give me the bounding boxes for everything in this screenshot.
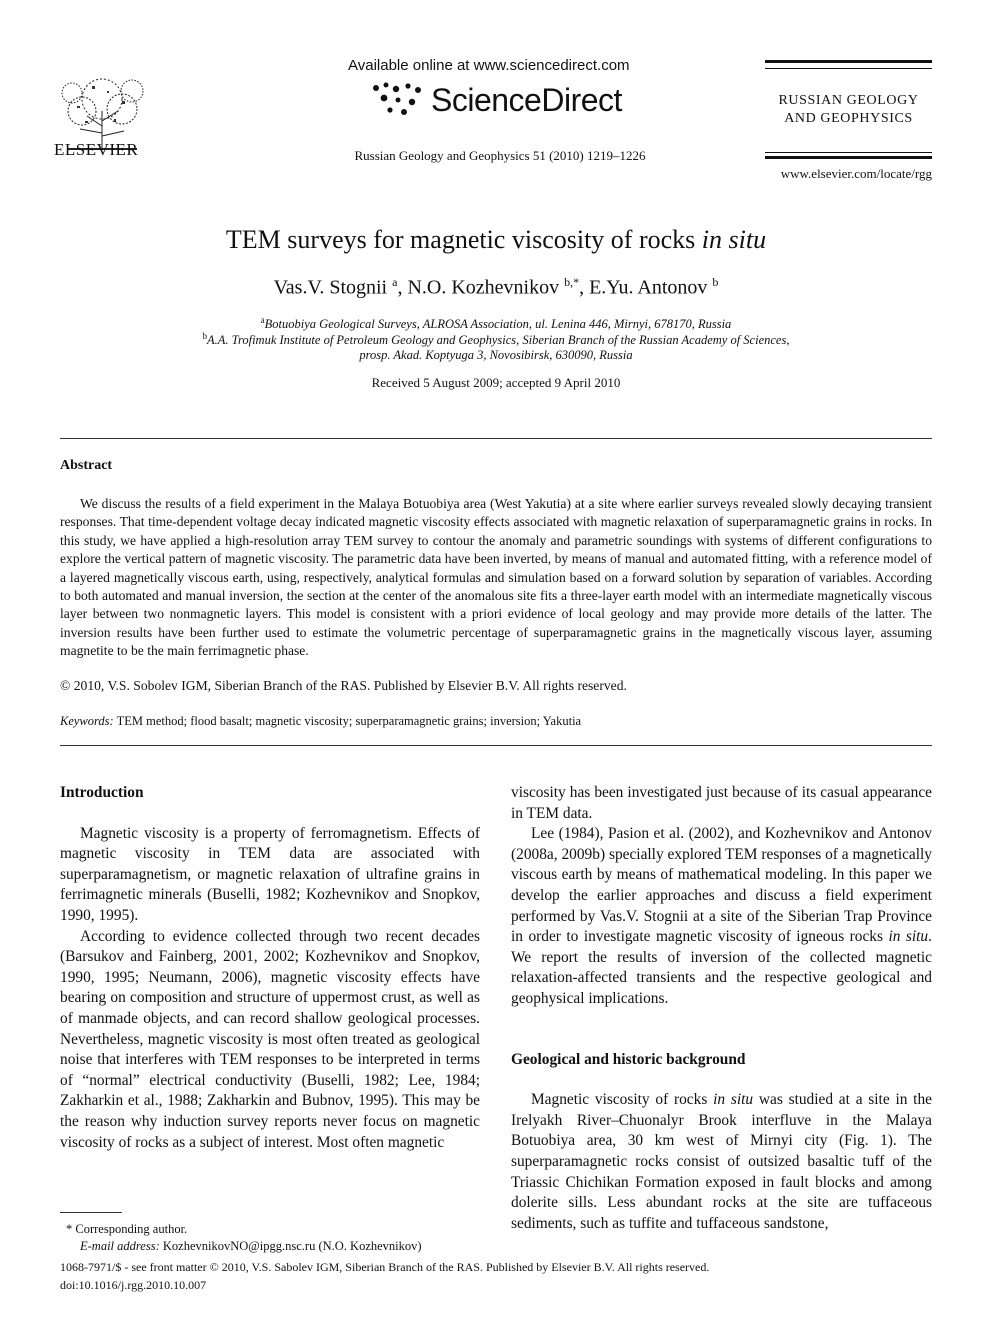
abstract-heading: Abstract [60,458,113,473]
keywords-label: Keywords: [60,714,114,728]
author-kozhevnikov[interactable]: , N.O. Kozhevnikov [397,276,565,299]
right-paragraph-1 [511,824,932,1009]
affiliation-b-text-line1: A.A. Trofimuk Institute of Petroleum Geology and Geophysics, Siberian Branch of the Russian Academy of Sciences, [207,333,790,348]
abstract-body: We discuss the results of a field experiment in the Malaya Botuobiya area (West Yakutia) at a site where earlier surveys revealed slowly decaying transient responses. That time-dependent voltage decay indicated magnetic viscosity effects associated with magnetic relaxation of superparamagnetic grains in rocks. In this study, we have applied a high-resolution array TEM survey to contour the anomaly and parametric soundings with systems of different configurations to explore the vertical pattern of magnetic viscosity. The parametric data have been inverted, by means of manual and automated fitting, with a reference model of a layered magnetically viscous earth, using, respectively, analytical formulas and simulation based on a forward solution by separation of variables. According to both automated and manual inversion, the section at the center of the anomalous site fits a three-layer earth model with an intermediate magnetically viscous layer between two nonmagnetic layers. This model is consistent with a priori evidence of local geology and may provide more details of the latter. The inversion results have been further used to estimate the volumetric percentage of superparamagnetic grains in the magnetically viscous layer, assuming magnetite to be the main ferrimagnetic phase. [60,496,932,659]
journal-name-line1: RUSSIAN GEOLOGY [778,93,919,108]
right-paragraph-0: viscosity has been investigated just because of its casual appearance in TEM data. [511,784,932,822]
article-title [60,225,932,255]
affiliation-a-label: a [260,315,265,325]
geology-heading: Geological and historic background [511,1050,746,1068]
author-antonov[interactable]: , E.Yu. Antonov [579,276,713,299]
title-main: TEM surveys for magnetic viscosity of rocks [225,225,702,254]
journal-citation: Russian Geology and Geophysics 51 (2010) 1219–1226 [354,148,646,163]
email-label: E-mail address: [80,1239,160,1253]
sciencedirect-brand: ScienceDirect [431,82,622,118]
author3-affiliation-mark: b [712,275,719,289]
keywords-list: TEM method; flood basalt; magnetic viscosity; superparamagnetic grains; inversion; Yakutia [113,714,582,728]
publisher-wordmark: ELSEVIER [54,140,139,159]
divider-top [60,438,932,439]
journal-rule-top-thin [765,68,932,69]
affiliation-b-label: b [202,331,208,341]
footnote-rule [60,1212,122,1213]
journal-name [765,92,932,128]
footnote-star: * [66,1222,73,1236]
journal-name-line2: AND GEOPHYSICS [784,111,913,126]
intro-paragraph-1: Magnetic viscosity is a property of ferromagnetism. Effects of magnetic viscosity in TEM data are associated with superparamagnetism, or magnetic relaxation of ultrafine grains in ferrimagnetic minerals (Buselli, 1982; Kozhevnikov and Snopkov, 1990, 1995). [60,824,480,924]
online-availability-text: Available online at www.sciencedirect.com [348,57,630,74]
email-address[interactable]: KozhevnikovNO@ipgg.nsc.ru (N.O. Kozhevnikov) [159,1239,422,1253]
doi-link[interactable]: doi:10.1016/j.rgg.2010.10.007 [60,1278,207,1292]
affiliation-a [60,315,932,332]
footnote-corresponding [66,1222,187,1237]
title-italic: in situ [701,225,767,254]
journal-rule-top [765,60,932,63]
right-p1-text-b: . We report the results of inversion of the collected magnetic relaxation-affected transients and the respective geological and geophysical implications. [511,928,932,1007]
author1-affiliation-mark: a [392,275,398,289]
author-list [60,275,932,300]
geo-p1-italic: in situ [713,1091,754,1109]
footnote-email [80,1239,422,1254]
received-dates: Received 5 August 2009; accepted 9 April 2010 [371,375,621,390]
right-p1-italic: in situ [888,928,929,946]
issn-line: 1068-7971/$ - see front matter © 2010, V.S. Sabolev IGM, Siberian Branch of the RAS. Published by Elsevier B.V. All rights reserved. [60,1260,710,1274]
right-column [511,783,932,1234]
affiliation-a-text: Botuobiya Geological Surveys, ALROSA Association, ul. Lenina 446, Mirnyi, 678170, Russia [264,317,732,332]
sciencedirect-dots-icon [370,80,430,120]
left-column [60,783,480,1153]
intro-paragraph-2: According to evidence collected through two recent decades (Barsukov and Fainberg, 2001, 2002; Kozhevnikov and Snopkov, 1990, 1995; Neumann, 2006), magnetic viscosity effects have bearing on composition and structure of uppermost crust, as well as of manmade objects, and can record shallow geological processes. Nevertheless, magnetic viscosity is most often treated as geological noise that interferes with TEM responses to be interpreted in terms of “normal” electrical conductivity (Buselli, 1982; Lee, 1984; Zakharkin et al., 1988; Zakharkin and Bubnov, 1995). This may be the reason why induction survey reports never focus on magnetic viscosity of rocks as a subject of interest. Most often magnetic [60,927,480,1151]
journal-url-link[interactable]: www.elsevier.com/locate/rgg [780,166,932,181]
geo-p1-text-a: Magnetic viscosity of rocks [531,1091,714,1109]
geology-paragraph-1 [511,1090,932,1234]
geo-p1-text-b: was studied at a site in the Irelyakh River–Chuonalyr Brook interfluve in the Malaya Botuobiya area, 30 km west of Mirnyi city (Fig. 1). The superparamagnetic rocks consist of outsized basaltic tuff of the Triassic Chichikan Formation exposed in fault blocks and among dolerite sills. Less abundant rocks at the site are tuffaceous sediments, such as tuffite and tuffaceous sandstone, [511,1091,932,1232]
affiliation-b [60,331,932,348]
author2-affiliation-mark: b,* [564,275,580,289]
copyright-notice: © 2010, V.S. Sobolev IGM, Siberian Branch of the RAS. Published by Elsevier B.V. All rights reserved. [60,678,627,693]
introduction-heading: Introduction [60,784,144,801]
divider-bottom [60,745,932,746]
keywords [60,714,932,729]
footnote-corresponding-text: Corresponding author. [72,1222,188,1236]
journal-rule-bottom [765,156,932,159]
journal-rule-bottom-thin [765,152,932,153]
affiliation-b-line2: prosp. Akad. Koptyuga 3, Novosibirsk, 630090, Russia [359,348,633,362]
right-p1-text-a: Lee (1984), Pasion et al. (2002), and Kozhevnikov and Antonov (2008a, 2009b) specially explored TEM responses of a magnetically viscous earth by means of mathematical modeling. In this paper we develop the earlier approaches and discuss a field experiment performed by Vas.V. Stognii at a site of the Siberian Trap Province in order to investigate magnetic viscosity of igneous rocks [511,825,932,946]
author-stognii[interactable]: Vas.V. Stognii [273,276,393,299]
